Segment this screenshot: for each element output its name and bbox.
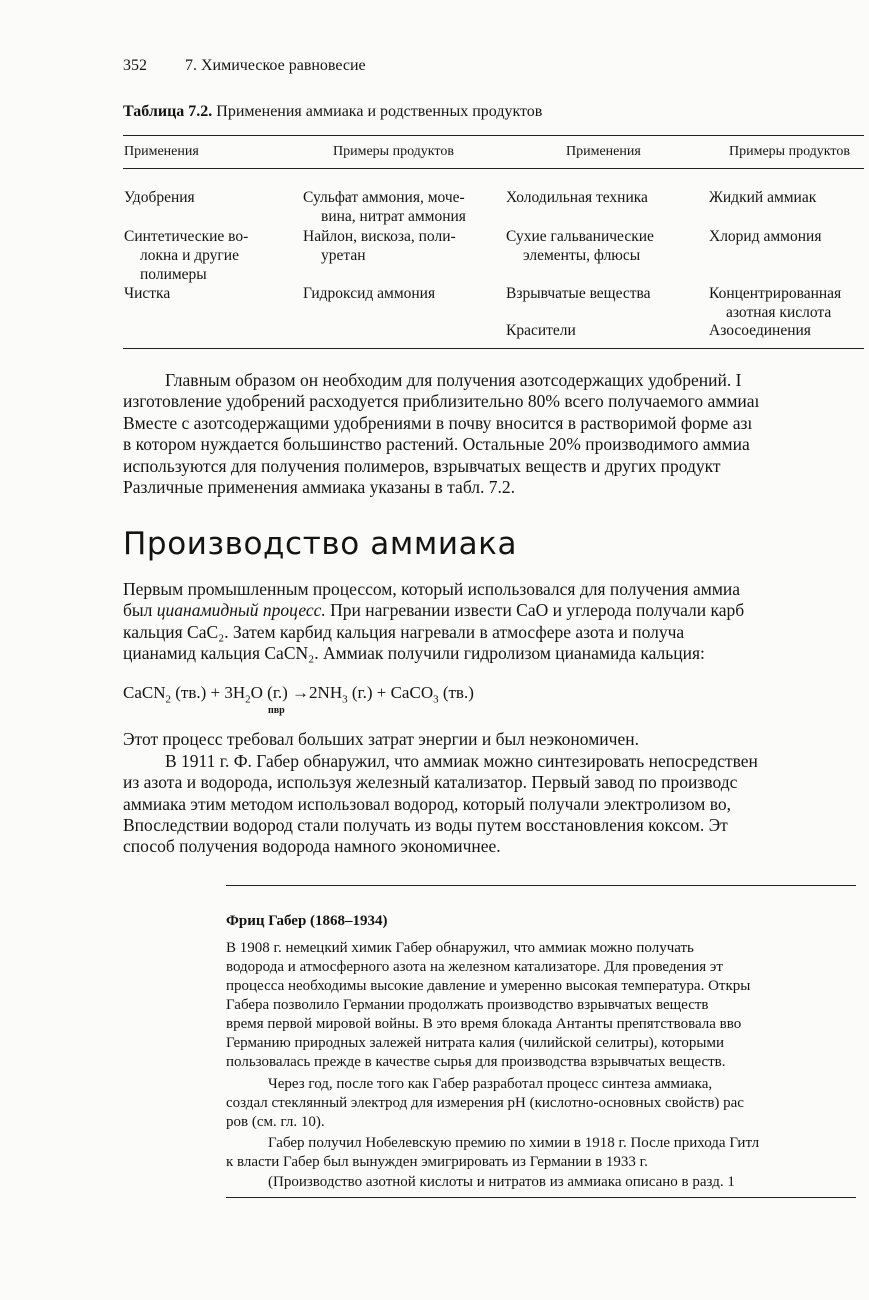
bio-top-rule: [226, 885, 856, 886]
equation-condition: пвр: [268, 705, 285, 716]
bio-line: к власти Габер был вынужден эмигрировать из Германии в 1933 г.: [226, 1154, 648, 1170]
bio-line: (Производство азотной кислоты и нитратов из аммиака описано в разд. 1: [268, 1174, 735, 1190]
paragraph-line: Различные применения аммиака указаны в табл. 7.2.: [123, 477, 516, 497]
table-cell: Жидкий аммиак: [709, 189, 817, 206]
eq-sub: 3: [342, 693, 348, 706]
bio-bottom-rule: [226, 1197, 856, 1198]
table-cell: локна и другие: [140, 247, 239, 264]
running-header: [123, 57, 366, 75]
table-cell: вина, нитрат аммония: [321, 208, 466, 225]
table-cell: полимеры: [140, 266, 207, 283]
eq-part: CaCN: [123, 683, 166, 702]
table-top-rule: [123, 135, 864, 136]
paragraph-line: Главным образом он необходим для получения азотсодержащих удобрений. I: [165, 370, 742, 390]
eq-sub: 2: [245, 693, 251, 706]
paragraph-line: в котором нуждается большинство растений. Остальные 20% производимого аммиа: [123, 434, 750, 454]
table-cell: Сульфат аммония, моче-: [303, 189, 465, 206]
table-cell: Гидроксид аммония: [303, 285, 436, 302]
table-caption-label: Таблица 7.2.: [123, 103, 213, 120]
table-cell: Азосоединения: [709, 322, 811, 339]
table-header-col-4: Примеры продуктов: [729, 144, 850, 159]
table-cell: Синтетические во-: [124, 228, 249, 245]
bio-line: водорода и атмосферного азота на железном катализаторе. Для проведения эт: [226, 959, 723, 975]
table-cell: Взрывчатые вещества: [506, 285, 651, 302]
paragraph-line: Первым промышленным процессом, который использовался для получения аммиа: [123, 579, 741, 599]
paragraph-line: используются для получения полимеров, взрывчатых веществ и других продукт: [123, 456, 721, 476]
paragraph-line: Этот процесс требовал больших затрат энергии и был неэкономичен.: [123, 729, 639, 749]
chemical-equation: [123, 683, 474, 705]
paragraph-line: изготовление удобрений расходуется приблизительно 80% всего получаемого аммиаı: [123, 391, 760, 411]
bio-line: процесса необходимы высокие давление и умеренно высокая температура. Откры: [226, 978, 751, 994]
table-cell: Чистка: [124, 285, 171, 302]
bio-line: пользовалась прежде в качестве сырья для производства взрывчатых веществ.: [226, 1054, 726, 1070]
table-cell: Удобрения: [124, 189, 195, 206]
table-cell: Сухие гальванические: [506, 228, 654, 245]
bio-line: Габер получил Нобелевскую премию по химии в 1918 г. После прихода Гитл: [268, 1135, 760, 1151]
paragraph-line: кальция CaC₂. Затем карбид кальция нагревали в атмосфере азота и получа: [123, 622, 685, 642]
table-cell: уретан: [321, 247, 366, 264]
table-bottom-rule: [123, 348, 864, 349]
table-cell: Красители: [506, 322, 576, 339]
table-header-col-1: Применения: [124, 144, 199, 159]
text-run: был: [123, 600, 157, 620]
italic-term: цианамидный процесс.: [156, 600, 326, 620]
paragraph-line: цианамид кальция CaCN₂. Аммиак получили гидролизом цианамида кальция:: [123, 643, 705, 663]
bio-line: Габера позволило Германии продолжать производство взрывчатых веществ: [226, 997, 709, 1013]
table-header-col-3: Применения: [566, 144, 641, 159]
bio-line: Германию природных залежей нитрата калия (чилийской селитры), которыми: [226, 1035, 724, 1051]
section-heading: Производство аммиака: [123, 526, 518, 562]
eq-part: (тв.) + 3H: [171, 683, 246, 702]
bio-line: ров (см. гл. 10).: [226, 1114, 325, 1130]
paragraph-line: аммиака этим методом использовал водород, который получали электролизом во,: [123, 794, 731, 814]
table-cell: Найлон, вискоза, поли-: [303, 228, 456, 245]
eq-sub: 2: [165, 693, 171, 706]
table-caption: [123, 103, 542, 121]
eq-sub: 3: [433, 693, 439, 706]
bio-line: В 1908 г. немецкий химик Габер обнаружил, что аммиак можно получать: [226, 940, 694, 956]
bio-line: время первой мировой войны. В это время блокада Антанты препятствовала вво: [226, 1016, 742, 1032]
table-cell: Хлорид аммония: [709, 228, 822, 245]
table-header-rule: [123, 168, 864, 169]
paragraph-line: Впоследствии водород стали получать из воды путем восстановления коксом. Эт: [123, 815, 728, 835]
table-cell: элементы, флюсы: [523, 247, 641, 264]
eq-part: (тв.): [438, 683, 474, 702]
bio-line: создал стеклянный электрод для измерения pH (кислотно-основных свойств) рас: [226, 1095, 744, 1111]
paragraph-line: способ получения водорода намного экономичнее.: [123, 836, 501, 856]
bio-line: Через год, после того как Габер разработал процесс синтеза аммиака,: [268, 1076, 713, 1092]
paragraph-line: [123, 600, 744, 622]
table-header-col-2: Примеры продуктов: [333, 144, 454, 159]
chapter-title: 7. Химическое равновесие: [185, 57, 366, 74]
text-run: При нагревании извести CaO и углерода получали карб: [325, 600, 745, 620]
paragraph-line: из азота и водорода, используя железный катализатор. Первый завод по производс: [123, 772, 738, 792]
paragraph-line: В 1911 г. Ф. Габер обнаружил, что аммиак можно синтезировать непосредствен: [165, 751, 758, 771]
paragraph-line: Вместе с азотсодержащими удобрениями в почву вносится в растворимой форме азı: [123, 413, 753, 433]
table-cell: Концентрированная: [709, 285, 842, 302]
table-cell: Холодильная техника: [506, 189, 648, 206]
table-caption-text: Применения аммиака и родственных продуктов: [216, 103, 543, 120]
eq-part: (г.) + CaCO: [347, 683, 434, 702]
bio-heading: Фриц Габер (1868–1934): [226, 913, 388, 929]
eq-part: O (г.) →2NH: [250, 683, 343, 702]
page-number: 352: [123, 57, 147, 74]
table-cell: азотная кислота: [726, 304, 832, 321]
